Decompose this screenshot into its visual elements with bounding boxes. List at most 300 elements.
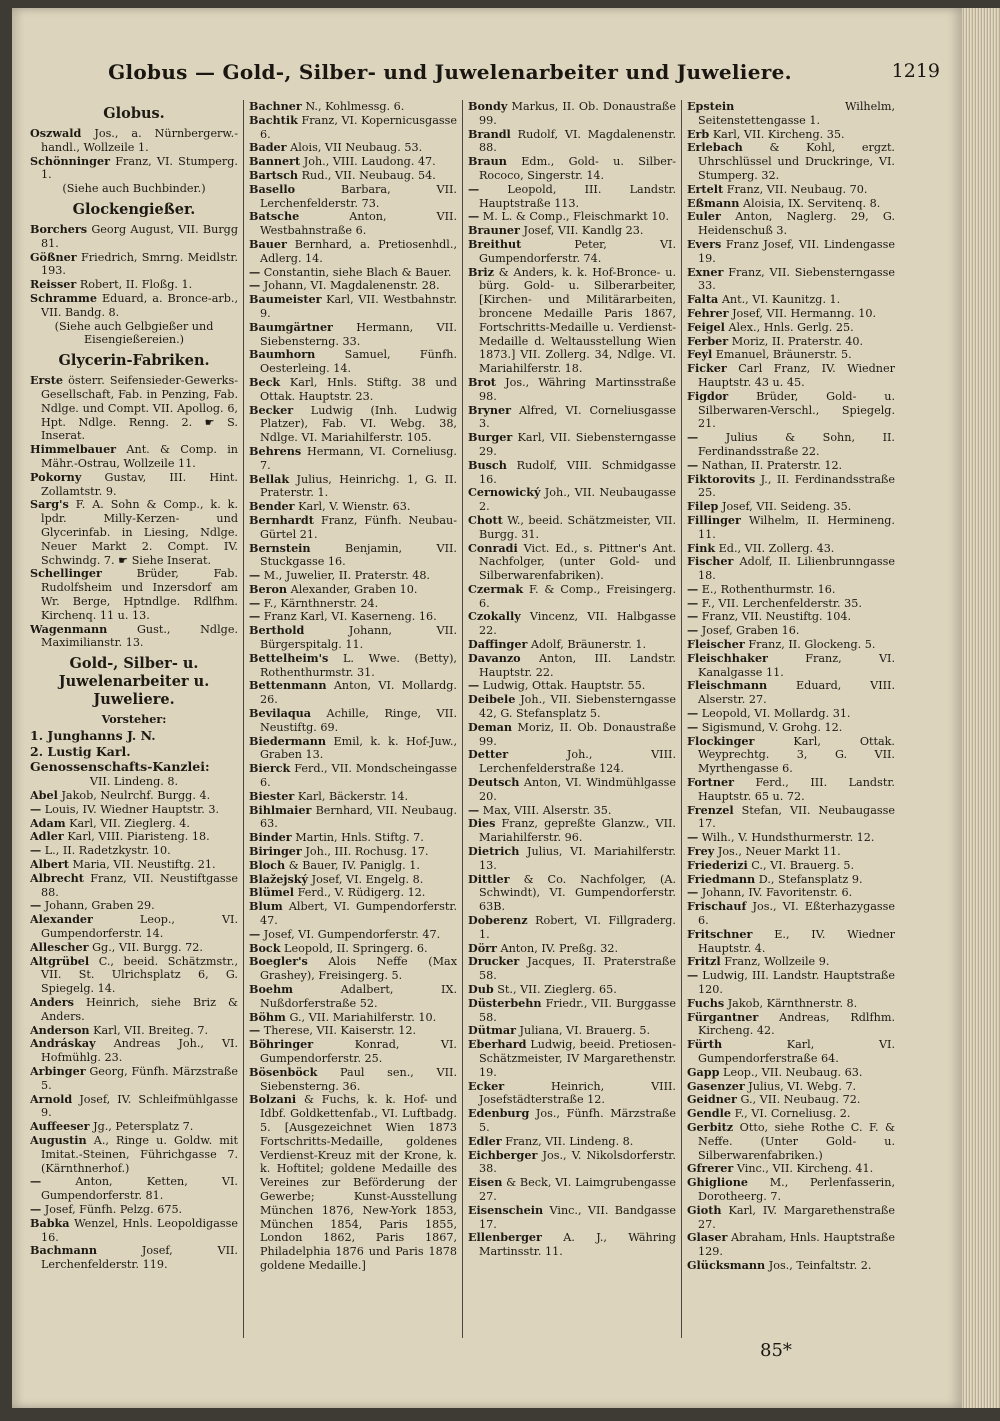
directory-entry <box>687 707 895 721</box>
entry-name: Fortner <box>687 775 734 790</box>
entry-details: C., beeid. Schätzmstr., VII. St. Ulrichsplatz 6, G. Spiegelg. 14. <box>41 954 238 996</box>
directory-entry <box>468 1204 676 1232</box>
directory-entry <box>687 238 895 266</box>
entry-details: Jos., Neuer Markt 11. <box>717 845 841 859</box>
entry-name: Burger <box>468 430 513 445</box>
entry-details: Julius, VI. Mariahilferstr. 13. <box>479 845 676 872</box>
directory-entry <box>687 473 895 501</box>
entry-details: Bernhard, VII. Neubaug. 63. <box>260 803 457 831</box>
entry-details: Julius & Sohn, II. Ferdinandsstraße 22. <box>698 431 895 458</box>
entry-details: Ant. & Comp. in Mähr.-Ostrau, Wollzeile 11. <box>41 443 238 470</box>
entry-name: Pokorny <box>30 469 82 484</box>
entry-details: Anton, VI. Windmühlgasse 20. <box>479 776 676 803</box>
directory-entry <box>30 374 238 443</box>
entry-name: Briz <box>468 264 494 279</box>
entry-details: Max, VIII. Alserstr. 35. <box>482 803 612 817</box>
entry-name: Falta <box>687 292 719 307</box>
entry-name: Schellinger <box>30 566 102 581</box>
entry-details: Franz, gepreßte Glanzw., VII. Mariahilferstr. 96. <box>479 817 676 845</box>
entry-name: Cernowický <box>468 485 541 500</box>
entry-name: Deibele <box>468 692 516 707</box>
entry-name: Fehrer <box>687 305 729 320</box>
directory-entry <box>468 1024 676 1038</box>
entry-details: L. Wwe. (Betty), Rothenthurmstr. 31. <box>260 651 457 679</box>
directory-entry <box>249 624 457 652</box>
page-header <box>30 60 940 94</box>
note-line: VII. Lindeng. 8. <box>89 775 179 789</box>
entry-name: Babka <box>30 1215 70 1230</box>
directory-entry <box>468 638 676 652</box>
entry-details: Rudolf, VI. Magdalenenstr. 88. <box>479 127 676 155</box>
directory-entry <box>249 404 457 445</box>
column-4 <box>687 100 895 1340</box>
directory-entry <box>687 1176 895 1204</box>
entry-name: Gößner <box>30 249 77 264</box>
directory-entry <box>687 831 895 845</box>
entry-name: Gapp <box>687 1064 720 1079</box>
directory-entry <box>249 500 457 514</box>
entry-details: F. A. Sohn & Comp., k. k. lpdr. Milly-Kerzen- und Glycerinfab. in Liesing, Ndlge. Neuer Markt 2. Compt. IV. Schwindg. 7. ☛ Siehe Inserat. <box>41 498 238 567</box>
entry-details: E., IV. Wiedner Hauptstr. 4. <box>698 927 895 955</box>
directory-entry <box>249 183 457 211</box>
directory-entry <box>468 514 676 542</box>
entry-name: Fuchs <box>687 995 725 1010</box>
directory-entry <box>249 114 457 142</box>
entry-name: Bender <box>249 499 295 514</box>
entry-name: Bellak <box>249 471 290 486</box>
entry-details: G., VII. Mariahilferstr. 10. <box>289 1010 437 1024</box>
directory-entry <box>468 845 676 873</box>
entry-name: — <box>30 843 42 858</box>
entry-details: Franz, VI. Kopernicusgasse 6. <box>260 113 457 141</box>
entry-details: Ferd., V. Rüdigerg. 12. <box>297 886 426 900</box>
directory-entry <box>468 804 676 818</box>
entry-details: Aloisia, IX. Servitenq. 8. <box>742 196 881 210</box>
directory-entry <box>468 679 676 693</box>
entry-name: Berthold <box>249 623 305 638</box>
note-line: (Siehe auch Buchbinder.) <box>62 182 206 196</box>
entry-name: Dörr <box>468 940 497 955</box>
entry-name: Deutsch <box>468 775 520 790</box>
subheading: 2. Lustig Karl. <box>30 743 131 759</box>
directory-entry <box>468 459 676 487</box>
entry-name: Batsche <box>249 209 300 224</box>
directory-entry <box>687 735 895 776</box>
directory-entry <box>687 597 895 611</box>
directory-entry <box>687 900 895 928</box>
entry-details: Maria, VII. Neustiftg. 21. <box>72 858 216 872</box>
directory-entry <box>468 873 676 914</box>
entry-name: Ferber <box>687 333 729 348</box>
entry-name: — <box>687 968 699 983</box>
entry-name: Exner <box>687 264 724 279</box>
entry-details: Adolf, II. Lilienbrunngasse 18. <box>698 555 895 583</box>
entry-details: Leop., VII. Neubaug. 63. <box>723 1065 863 1079</box>
entry-details: Otto, siehe Rothe C. F. & Neffe. (Unter Gold- u. Silberwarenfabriken.) <box>698 1120 895 1162</box>
entry-name: Düsterbehn <box>468 995 542 1010</box>
directory-entry <box>468 652 676 680</box>
entry-name: Erb <box>687 126 710 141</box>
directory-entry <box>249 1066 457 1094</box>
directory-entry <box>249 679 457 707</box>
entry-details: Jos., a. Nürnbergerw.-handl., Wollzeile 1. <box>41 127 238 154</box>
entry-details: D., Stefansplatz 9. <box>758 872 863 886</box>
entry-name: Beron <box>249 581 288 596</box>
entry-details: M., Juwelier, II. Praterstr. 48. <box>263 569 430 583</box>
entry-name: Bernstein <box>249 540 311 555</box>
entry-name: Boehm <box>249 982 294 996</box>
directory-entry <box>30 1037 238 1065</box>
entry-details: Franz, VII. Neustiftg. 104. <box>701 610 852 624</box>
directory-entry <box>30 830 238 844</box>
directory-entry <box>249 321 457 349</box>
directory-entry <box>30 1203 238 1217</box>
entry-name: Busch <box>468 457 507 472</box>
entry-details: Anton, Ketten, VI. Gumpendorferstr. 81. <box>41 1175 238 1203</box>
entry-name: Ecker <box>468 1078 505 1093</box>
entry-name: Bock <box>249 940 281 955</box>
entry-details: Gg., VII. Burgg. 72. <box>92 940 203 954</box>
directory-entry <box>468 817 676 845</box>
entry-name: — <box>249 609 261 624</box>
entry-details: Adalbert, IX. Nußdorferstraße 52. <box>260 983 457 1010</box>
directory-entry <box>30 1065 238 1093</box>
entry-name: Fritzl <box>687 954 721 969</box>
entry-name: — <box>468 209 480 224</box>
entry-details: Juliana, VI. Brauerg. 5. <box>519 1024 651 1038</box>
entry-details: Constantin, siehe Blach & Bauer. <box>263 265 452 279</box>
entry-details: Barbara, VII. Lerchenfelderstr. 73. <box>260 182 457 210</box>
entry-details: Rud., VII. Neubaug. 54. <box>301 168 436 182</box>
entry-details: Karl, VII. Zieglerg. 4. <box>69 816 190 830</box>
entry-name: Bettenmann <box>249 678 327 693</box>
directory-entry <box>249 155 457 169</box>
entry-details: F., VI. Corneliusg. 2. <box>734 1107 851 1121</box>
entry-details: & Beck, VI. Laimgrubengasse 27. <box>479 1176 676 1203</box>
entry-details: Albert, VI. Gumpendorferstr. 47. <box>260 900 457 928</box>
directory-entry <box>468 210 676 224</box>
entry-name: Frey <box>687 844 715 859</box>
entry-name: Dies <box>468 816 496 831</box>
entry-details: Gustav, III. Hint. Zollamtstr. 9. <box>41 470 238 498</box>
entry-details: Josef, VI. Gumpendorferstr. 47. <box>263 927 441 941</box>
entry-details: St., VII. Zieglerg. 65. <box>497 983 617 996</box>
entry-name: Drucker <box>468 954 520 969</box>
entry-details: Gust., Ndlge. Maximilianstr. 13. <box>41 622 238 650</box>
entry-name: Eßmann <box>687 195 740 210</box>
entry-details: Karl, VII. Siebensterngasse 29. <box>479 431 676 458</box>
entry-details: Alexander, Graben 10. <box>290 582 418 596</box>
entry-details: Karl, Ottak. Weyprechtg. 3, G. VII. Myrthengasse 6. <box>698 734 895 776</box>
entry-name: Eberhard <box>468 1037 527 1052</box>
entry-details: Johann, Graben 29. <box>44 899 155 913</box>
directory-entry <box>687 335 895 349</box>
directory-entry <box>30 1217 238 1245</box>
entry-name: Fink <box>687 540 716 555</box>
column-divider <box>462 100 463 1338</box>
directory-entry <box>30 1093 238 1121</box>
entry-name: — <box>468 678 480 693</box>
entry-name: — <box>468 181 480 196</box>
directory-entry <box>687 969 895 997</box>
directory-entry <box>687 804 895 832</box>
entry-details: Julius, Heinrichg. 1, G. II. Praterstr. 1. <box>260 472 457 500</box>
entry-name: Ellenberger <box>468 1230 542 1245</box>
directory-entry <box>687 555 895 583</box>
entry-details: Hermann, VII. Siebensterng. 33. <box>260 320 457 348</box>
entry-name: Doberenz <box>468 913 528 928</box>
entry-name: Blažejský <box>249 871 309 886</box>
entry-name: — <box>687 430 699 445</box>
directory-entry <box>687 431 895 459</box>
entry-details: Paul sen., VII. Siebensterng. 36. <box>260 1065 457 1093</box>
entry-details: Franz, VII. Neustiftgasse 88. <box>41 871 238 899</box>
entry-name: Dub <box>468 982 494 996</box>
directory-entry <box>249 762 457 790</box>
entry-details: Jos., V. Nikolsdorferstr. 38. <box>479 1148 676 1176</box>
entry-name: Fürth <box>687 1037 723 1052</box>
page-edge <box>962 8 1000 1408</box>
entry-details: Georg, Fünfh. Märzstraße 5. <box>41 1065 238 1092</box>
entry-name: Baumhorn <box>249 347 316 362</box>
directory-entry <box>468 721 676 749</box>
directory-entry <box>468 376 676 404</box>
entry-name: — <box>687 581 699 596</box>
directory-entry <box>249 804 457 832</box>
entry-name: Bevilaqua <box>249 706 312 721</box>
directory-entry <box>687 1011 895 1039</box>
entry-details: Ferd., VII. Mondscheingasse 6. <box>260 762 457 790</box>
directory-entry <box>687 1259 895 1273</box>
entry-details: Robert, VI. Fillgraderg. 1. <box>479 914 676 941</box>
directory-entry <box>30 1244 238 1272</box>
directory-entry <box>30 955 238 996</box>
entry-name: Gendle <box>687 1106 731 1121</box>
entry-details: M. L. & Comp., Fleischmarkt 10. <box>482 210 670 224</box>
directory-entry <box>468 1038 676 1079</box>
directory-entry <box>687 128 895 142</box>
directory-entry <box>468 128 676 156</box>
directory-entry <box>249 859 457 873</box>
entry-name: — <box>687 706 699 721</box>
entry-details: E., Rothenthurmstr. 16. <box>701 582 836 596</box>
entry-details: Franz, VI. Stumperg. 1. <box>41 154 238 182</box>
directory-entry <box>468 610 676 638</box>
entry-name: Erste <box>30 373 64 388</box>
directory-entry <box>687 873 895 887</box>
directory-entry <box>468 266 676 376</box>
column-divider <box>243 100 244 1338</box>
entry-details: Joh., III. Rochusg. 17. <box>305 845 429 859</box>
directory-entry <box>687 624 895 638</box>
directory-entry <box>687 1162 895 1176</box>
entry-name: Dittler <box>468 871 510 886</box>
directory-entry <box>468 183 676 211</box>
entry-name: Brandl <box>468 126 511 141</box>
entry-name: Albert <box>30 857 69 872</box>
entry-details: Peter, VI. Gumpendorferstr. 74. <box>479 237 676 265</box>
entry-details: Therese, VII. Kaiserstr. 12. <box>263 1024 417 1038</box>
directory-entry <box>687 500 895 514</box>
directory-entry <box>30 817 238 831</box>
entry-name: Adam <box>30 815 66 830</box>
entry-name: — <box>687 719 699 734</box>
directory-entry <box>687 859 895 873</box>
column-1 <box>30 100 238 1340</box>
directory-entry <box>687 638 895 652</box>
directory-entry <box>687 1121 895 1162</box>
entry-name: Bryner <box>468 402 511 417</box>
directory-entry <box>687 362 895 390</box>
directory-entry <box>30 913 238 941</box>
entry-details: Eduard, a. Bronce-arb., VII. Bandg. 8. <box>41 291 238 319</box>
directory-entry <box>687 390 895 431</box>
entry-details: Jakob, Kärnthnerstr. 8. <box>727 996 858 1010</box>
entry-details: Josef, VII. Lerchenfelderstr. 119. <box>41 1244 238 1272</box>
entry-name: — <box>687 457 699 472</box>
entry-details: Julius, VI. Webg. 7. <box>748 1079 857 1093</box>
entry-details: Josef, Graben 16. <box>701 624 800 638</box>
entry-details: C., VI. Brauerg. 5. <box>751 858 855 872</box>
entry-details: Joh., VIII. Laudong. 47. <box>303 155 436 169</box>
entry-details: Alex., Hnls. Gerlg. 25. <box>728 320 854 334</box>
entry-name: Eisenschein <box>468 1202 544 1217</box>
entry-name: Fiktorovits <box>687 471 756 486</box>
page-number: 1219 <box>891 60 940 82</box>
entry-details: Emil, k. k. Hof-Juw., Graben 13. <box>260 734 457 762</box>
directory-entry <box>30 567 238 622</box>
directory-entry <box>249 597 457 611</box>
entry-name: — <box>687 609 699 624</box>
directory-entry <box>468 100 676 128</box>
directory-entry <box>249 831 457 845</box>
entry-details: Jos., Teinfaltstr. 2. <box>768 1258 872 1272</box>
entry-name: Basello <box>249 181 296 196</box>
entry-details: Moriz, II. Praterstr. 40. <box>731 334 864 348</box>
entry-name: Ertelt <box>687 181 724 196</box>
entry-name: Gasenzer <box>687 1078 745 1093</box>
entry-details: Leopold, III. Landstr. Hauptstraße 113. <box>479 182 676 210</box>
directory-entry <box>249 610 457 624</box>
entry-details: Anton, VII. Westbahnstraße 6. <box>260 210 457 238</box>
entry-name: Schönninger <box>30 153 110 168</box>
directory-entry <box>249 983 457 1011</box>
entry-name: Dietrich <box>468 844 520 859</box>
entry-name: Friedmann <box>687 871 756 886</box>
entry-details: Karl, V. Wienstr. 63. <box>298 500 411 514</box>
directory-entry <box>687 583 895 597</box>
directory-entry <box>30 899 238 913</box>
directory-entry <box>687 886 895 900</box>
entry-details: Karl, IV. Margarethenstraße 27. <box>698 1203 895 1231</box>
entry-details: F. & Comp., Freisingerg. 6. <box>479 582 676 610</box>
directory-entry <box>687 197 895 211</box>
directory-entry <box>687 183 895 197</box>
entry-name: Anders <box>30 995 74 1010</box>
entry-details: Stefan, VII. Neubaugasse 17. <box>698 803 895 831</box>
entry-details: W., beeid. Schätzmeister, VII. Burgg. 31. <box>479 513 676 541</box>
entry-details: Heinrich, siehe Briz & Anders. <box>41 996 238 1023</box>
entry-name: — <box>687 595 699 610</box>
entry-details: Achille, Ringe, VII. Neustiftg. 69. <box>260 707 457 734</box>
entry-details: Josef, Fünfh. Pelzg. 675. <box>44 1202 183 1216</box>
entry-details: M., Perlenfasserin, Dorotheerg. 7. <box>698 1176 895 1203</box>
entry-name: Baumeister <box>249 292 322 307</box>
entry-details: Jg., Petersplatz 7. <box>93 1120 194 1134</box>
entry-name: Abel <box>30 788 58 803</box>
directory-entry <box>30 803 238 817</box>
entry-name: Fleischer <box>687 637 745 652</box>
entry-name: Gioth <box>687 1202 722 1217</box>
entry-name: Gfrerer <box>687 1161 734 1176</box>
entry-name: Deman <box>468 719 513 734</box>
entry-name: Bolzani <box>249 1092 297 1107</box>
entry-name: Reisser <box>30 277 77 292</box>
directory-entry <box>468 1080 676 1108</box>
entry-name: Dütmar <box>468 1023 516 1038</box>
column-divider <box>681 100 682 1338</box>
directory-entry <box>249 279 457 293</box>
directory-entry <box>687 1038 895 1066</box>
entry-name: Geidner <box>687 1092 737 1107</box>
directory-entry <box>687 928 895 956</box>
directory-entry <box>468 983 676 997</box>
entry-name: Conradi <box>468 540 518 555</box>
directory-entry <box>468 1176 676 1204</box>
entry-name: Biedermann <box>249 733 327 748</box>
entry-details: Ludwig, III. Landstr. Hauptstraße 120. <box>698 969 895 996</box>
entry-details: Alfred, VI. Corneliusgasse 3. <box>479 403 676 431</box>
directory-entry <box>687 100 895 128</box>
entry-details: & Co. Nachfolger, (A. Schwindt), VI. Gumpendorferstr. 63B. <box>479 872 676 914</box>
entry-name: Augustin <box>30 1133 87 1147</box>
entry-name: Sarg's <box>30 497 69 512</box>
directory-entry <box>687 679 895 707</box>
entry-name: Fürgantner <box>687 1009 759 1024</box>
directory-entry <box>30 1024 238 1038</box>
entry-name: Evers <box>687 236 722 251</box>
directory-entry <box>30 789 238 803</box>
directory-entry <box>687 721 895 735</box>
entry-details: Josef, VI. Engelg. 8. <box>311 872 424 886</box>
entry-details: & Bauer, IV. Paniglg. 1. <box>288 858 420 872</box>
entry-details: Wenzel, Hnls. Leopoldigasse 16. <box>41 1216 238 1244</box>
directory-entry <box>30 1175 238 1203</box>
entry-details: Brüder, Fab. Rudolfsheim und Inzersdorf am Wr. Berge, Hptndlge. Rdlfhm. Kirchenq. 11 u. 13. <box>41 567 238 622</box>
entry-details: Karl, VII. Kircheng. 35. <box>712 127 845 141</box>
entry-name: Schramme <box>30 290 97 305</box>
directory-entry <box>30 996 238 1024</box>
entry-details: Anton, IV. Preßg. 32. <box>500 941 619 955</box>
entry-name: Figdor <box>687 388 729 403</box>
directory-entry <box>468 914 676 942</box>
directory-entry <box>249 169 457 183</box>
directory-entry <box>30 872 238 900</box>
directory-entry <box>468 404 676 432</box>
directory-entry <box>30 251 238 279</box>
directory-entry <box>30 858 238 872</box>
entry-name: Bondy <box>468 100 508 113</box>
directory-entry <box>30 844 238 858</box>
directory-entry <box>249 542 457 570</box>
directory-entry <box>468 583 676 611</box>
entry-name: Behrens <box>249 443 302 458</box>
directory-entry <box>249 652 457 680</box>
directory-entry <box>468 776 676 804</box>
directory-entry <box>249 1011 457 1025</box>
entry-name: Bader <box>249 140 287 155</box>
entry-details: Josef, VII. Seideng. 35. <box>721 500 852 514</box>
